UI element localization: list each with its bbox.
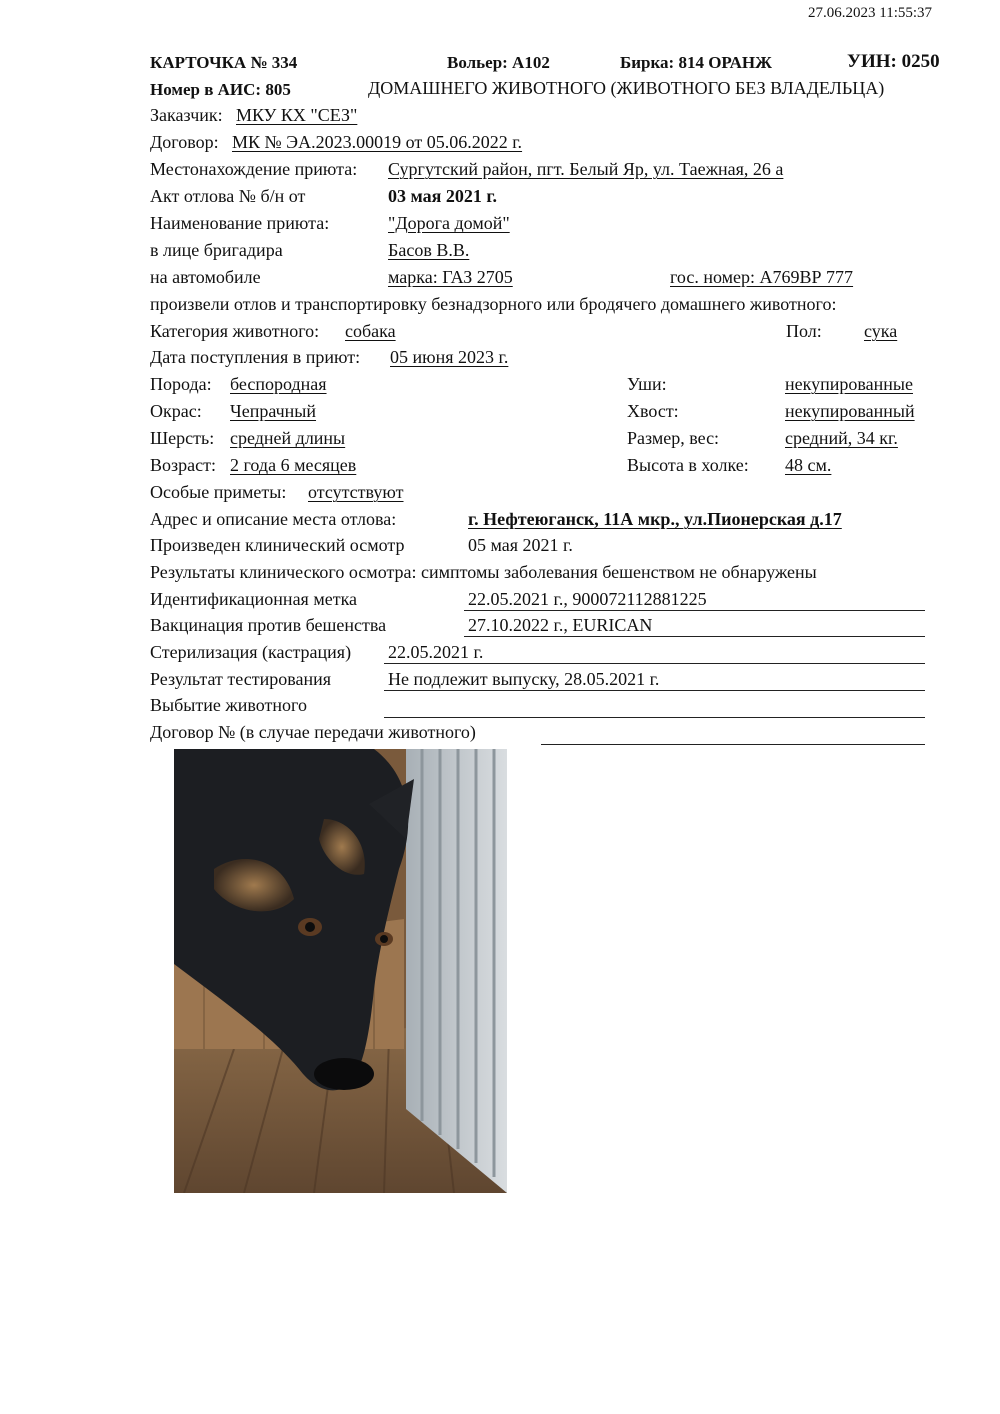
shelter-name-label: Наименование приюта: xyxy=(150,213,330,233)
id-mark-label: Идентификационная метка xyxy=(150,589,358,609)
vaccination-label: Вакцинация против бешенства xyxy=(150,615,387,635)
id-mark-underline xyxy=(464,610,925,611)
vehicle-plate: гос. номер: А769ВР 777 xyxy=(670,267,854,287)
uin: УИН: 0250 xyxy=(847,51,940,72)
test-result-value: Не подлежит выпуску, 28.05.2021 г. xyxy=(388,669,660,689)
animal-photo xyxy=(174,749,507,1193)
ais-number: Номер в АИС: 805 xyxy=(150,80,291,99)
capture-act-date: 03 мая 2021 г. xyxy=(388,186,498,206)
transfer-contract-label: Договор № (в случае передачи животного) xyxy=(150,722,476,742)
breed-label: Порода: xyxy=(150,374,212,394)
id-mark-value: 22.05.2021 г., 900072112881225 xyxy=(468,589,707,609)
sterilization-value: 22.05.2021 г. xyxy=(388,642,484,662)
disposal-label: Выбытие животного xyxy=(150,695,307,715)
ears-value: некупированные xyxy=(785,374,913,394)
age-label: Возраст: xyxy=(150,455,216,475)
category-label: Категория животного: xyxy=(150,321,320,341)
card-subtitle: ДОМАШНЕГО ЖИВОТНОГО (ЖИВОТНОГО БЕЗ ВЛАДЕЛЬЦА) xyxy=(368,78,885,98)
card-number: КАРТОЧКА № 334 xyxy=(150,53,298,72)
customer-value: МКУ КХ "СЕЗ" xyxy=(236,105,358,125)
coat-value: средней длины xyxy=(230,428,346,448)
breed-value: беспородная xyxy=(230,374,327,394)
foreman-value: Басов В.В. xyxy=(388,240,470,260)
category-value: собака xyxy=(345,321,396,341)
print-timestamp: 27.06.2023 11:55:37 xyxy=(808,5,933,21)
vehicle-model: марка: ГАЗ 2705 xyxy=(388,267,513,287)
age-value: 2 года 6 месяцев xyxy=(230,455,357,475)
height-value: 48 см. xyxy=(785,455,832,475)
size-label: Размер, вес: xyxy=(627,428,720,448)
shelter-name-value: "Дорога домой" xyxy=(388,213,510,233)
capture-address-value: г. Нефтеюганск, 11А мкр., ул.Пионерская д.17 xyxy=(468,509,842,529)
customer-label: Заказчик: xyxy=(150,105,223,125)
foreman-label: в лице бригадира xyxy=(150,240,283,260)
contract-label: Договор: xyxy=(150,132,219,152)
test-result-label: Результат тестирования xyxy=(150,669,331,689)
marks-value: отсутствуют xyxy=(308,482,404,502)
enclosure: Вольер: А102 xyxy=(447,53,550,72)
admission-value: 05 июня 2023 г. xyxy=(390,347,509,367)
sex-label: Пол: xyxy=(786,321,822,341)
capture-address-label: Адрес и описание места отлова: xyxy=(150,509,397,529)
color-value: Чепрачный xyxy=(230,401,317,421)
transfer-contract-underline xyxy=(541,744,925,745)
sex-value: сука xyxy=(864,321,898,341)
sterilization-underline xyxy=(384,663,925,664)
color-label: Окрас: xyxy=(150,401,202,421)
vehicle-label: на автомобиле xyxy=(150,267,261,287)
test-result-underline xyxy=(384,690,925,691)
disposal-underline xyxy=(384,717,925,718)
admission-label: Дата поступления в приют: xyxy=(150,347,361,367)
capture-statement: произвели отлов и транспортировку безнадзорного или бродячего домашнего животного: xyxy=(150,294,837,314)
vaccination-underline xyxy=(464,636,925,637)
ears-label: Уши: xyxy=(627,374,667,394)
size-value: средний, 34 кг. xyxy=(785,428,898,448)
tag: Бирка: 814 ОРАНЖ xyxy=(620,53,772,72)
exam-label: Произведен клинический осмотр xyxy=(150,535,405,555)
vaccination-value: 27.10.2022 г., EURICAN xyxy=(468,615,653,635)
shelter-location-value: Сургутский район, пгт. Белый Яр, ул. Таежная, 26 а xyxy=(388,159,784,179)
tail-label: Хвост: xyxy=(627,401,679,421)
contract-value: МК № ЭА.2023.00019 от 05.06.2022 г. xyxy=(232,132,523,152)
marks-label: Особые приметы: xyxy=(150,482,287,502)
coat-label: Шерсть: xyxy=(150,428,215,448)
shelter-location-label: Местонахождение приюта: xyxy=(150,159,358,179)
capture-act-label: Акт отлова № б/н от xyxy=(150,186,306,206)
sterilization-label: Стерилизация (кастрация) xyxy=(150,642,352,662)
height-label: Высота в холке: xyxy=(627,455,749,475)
exam-result: Результаты клинического осмотра: симптомы заболевания бешенством не обнаружены xyxy=(150,562,817,582)
exam-value: 05 мая 2021 г. xyxy=(468,535,573,555)
tail-value: некупированный xyxy=(785,401,915,421)
